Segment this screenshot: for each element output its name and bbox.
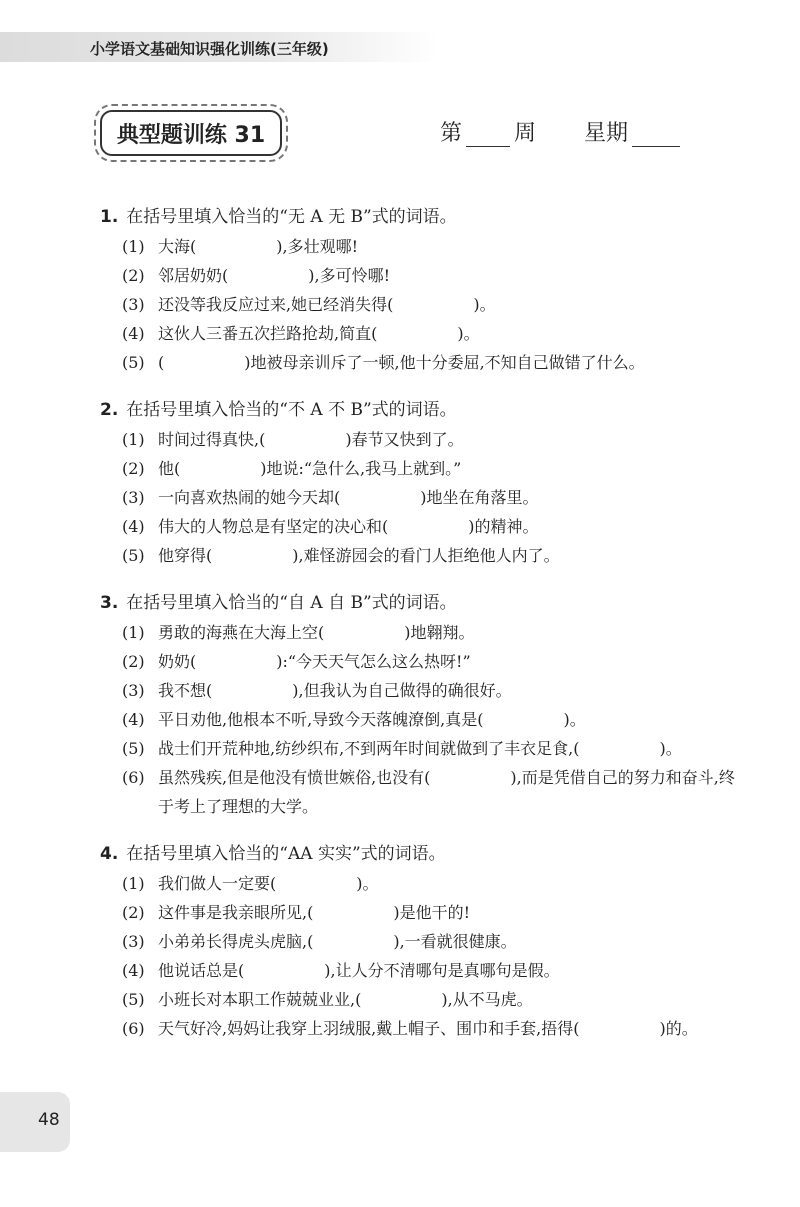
item-text[interactable]: 小弟弟长得虎头虎脑,( ),一看就很健康。 xyxy=(158,932,517,951)
item-index: (4) xyxy=(122,517,145,536)
question-item xyxy=(100,985,740,1014)
item-index: (1) xyxy=(122,430,145,449)
question-item xyxy=(100,541,740,570)
item-index: (2) xyxy=(122,266,145,285)
question-item xyxy=(100,425,740,454)
exercise-title-frame xyxy=(100,110,282,156)
question-item xyxy=(100,319,740,348)
item-text[interactable]: 我不想( ),但我认为自己做得的确很好。 xyxy=(158,681,512,700)
question-number: 1. xyxy=(100,207,119,227)
item-index: (5) xyxy=(122,739,145,758)
question-item xyxy=(100,290,740,319)
question-item xyxy=(100,927,740,956)
question-number: 3. xyxy=(100,593,119,613)
question-instruction: 在括号里填入恰当的“AA 实实”式的词语。 xyxy=(126,844,446,864)
item-text[interactable]: 他穿得( ),难怪游园会的看门人拒绝他人内了。 xyxy=(158,546,560,565)
question-instruction: 在括号里填入恰当的“不 A 不 B”式的词语。 xyxy=(126,400,457,420)
question-item xyxy=(100,618,740,647)
question-section xyxy=(100,202,740,377)
item-text[interactable]: 平日劝他,他根本不听,导致今天落魄潦倒,真是( )。 xyxy=(158,710,586,729)
item-index: (3) xyxy=(122,681,145,700)
question-number: 2. xyxy=(100,400,119,420)
item-text[interactable]: 天气好冷,妈妈让我穿上羽绒服,戴上帽子、围巾和手套,捂得( )的。 xyxy=(158,1019,698,1038)
page-number: 48 xyxy=(38,1110,60,1130)
item-index: (6) xyxy=(122,1019,145,1038)
item-text[interactable]: 我们做人一定要( )。 xyxy=(158,874,379,893)
item-index: (3) xyxy=(122,932,145,951)
question-number: 4. xyxy=(100,844,119,864)
question-item xyxy=(100,348,740,377)
question-heading xyxy=(100,395,740,425)
question-section xyxy=(100,588,740,821)
item-text[interactable]: 勇敢的海燕在大海上空( )地翱翔。 xyxy=(158,623,475,642)
item-text[interactable]: 还没等我反应过来,她已经消失得( )。 xyxy=(158,295,496,314)
item-text[interactable]: 虽然残疾,但是他没有愤世嫉俗,也没有( ),而是凭借自己的努力和奋斗,终于考上了理想的大学。 xyxy=(158,768,735,816)
item-text[interactable]: 奶奶( ):“今天天气怎么这么热呀!” xyxy=(158,652,471,671)
item-text[interactable]: 战士们开荒种地,纺纱织布,不到两年时间就做到了丰衣足食,( )。 xyxy=(158,739,682,758)
item-index: (3) xyxy=(122,488,145,507)
week-word: 周 xyxy=(514,121,537,146)
question-item xyxy=(100,898,740,927)
question-item xyxy=(100,705,740,734)
question-heading xyxy=(100,202,740,232)
week-info xyxy=(440,116,680,147)
question-heading xyxy=(100,588,740,618)
item-index: (3) xyxy=(122,295,145,314)
item-text[interactable]: 这件事是我亲眼所见,( )是他干的! xyxy=(158,903,471,922)
item-text[interactable]: 小班长对本职工作兢兢业业,( ),从不马虎。 xyxy=(158,990,533,1009)
item-text[interactable]: 时间过得真快,( )春节又快到了。 xyxy=(158,430,464,449)
question-item xyxy=(100,261,740,290)
item-text[interactable]: 伟大的人物总是有坚定的决心和( )的精神。 xyxy=(158,517,539,536)
exercise-title: 典型题训练 31 xyxy=(116,122,266,148)
item-text[interactable]: 这伙人三番五次拦路抢劫,简直( )。 xyxy=(158,324,480,343)
weekday-blank[interactable] xyxy=(632,124,680,147)
item-text[interactable]: 他说话总是( ),让人分不清哪句是真哪句是假。 xyxy=(158,961,560,980)
question-item xyxy=(100,734,740,763)
question-heading xyxy=(100,839,740,869)
item-text[interactable]: 邻居奶奶( ),多可怜哪! xyxy=(158,266,391,285)
item-index: (4) xyxy=(122,710,145,729)
question-section xyxy=(100,839,740,1043)
item-index: (5) xyxy=(122,990,145,1009)
question-item xyxy=(100,512,740,541)
question-item xyxy=(100,869,740,898)
week-number-blank[interactable] xyxy=(466,124,510,147)
question-item xyxy=(100,676,740,705)
question-item xyxy=(100,1014,740,1043)
item-index: (5) xyxy=(122,353,145,372)
question-item xyxy=(100,763,740,821)
question-instruction: 在括号里填入恰当的“自 A 自 B”式的词语。 xyxy=(126,593,457,613)
question-item xyxy=(100,956,740,985)
book-title: 小学语文基础知识强化训练(三年级) xyxy=(90,40,329,58)
item-index: (1) xyxy=(122,623,145,642)
item-index: (2) xyxy=(122,903,145,922)
item-text[interactable]: 他( )地说:“急什么,我马上就到。” xyxy=(158,459,462,478)
question-item xyxy=(100,454,740,483)
question-instruction: 在括号里填入恰当的“无 A 无 B”式的词语。 xyxy=(126,207,457,227)
exercise-content xyxy=(100,202,740,1061)
question-section xyxy=(100,395,740,570)
item-index: (2) xyxy=(122,652,145,671)
question-item xyxy=(100,232,740,261)
week-prefix: 第 xyxy=(440,121,463,146)
item-index: (5) xyxy=(122,546,145,565)
item-index: (4) xyxy=(122,324,145,343)
item-index: (4) xyxy=(122,961,145,980)
item-index: (6) xyxy=(122,768,145,787)
weekday-word: 星期 xyxy=(584,121,629,146)
item-index: (1) xyxy=(122,874,145,893)
item-text[interactable]: 一向喜欢热闹的她今天却( )地坐在角落里。 xyxy=(158,488,539,507)
item-text[interactable]: 大海( ),多壮观哪! xyxy=(158,237,359,256)
item-index: (1) xyxy=(122,237,145,256)
question-item xyxy=(100,647,740,676)
question-item xyxy=(100,483,740,512)
item-index: (2) xyxy=(122,459,145,478)
item-text[interactable]: ( )地被母亲训斥了一顿,他十分委屈,不知自己做错了什么。 xyxy=(158,353,645,372)
